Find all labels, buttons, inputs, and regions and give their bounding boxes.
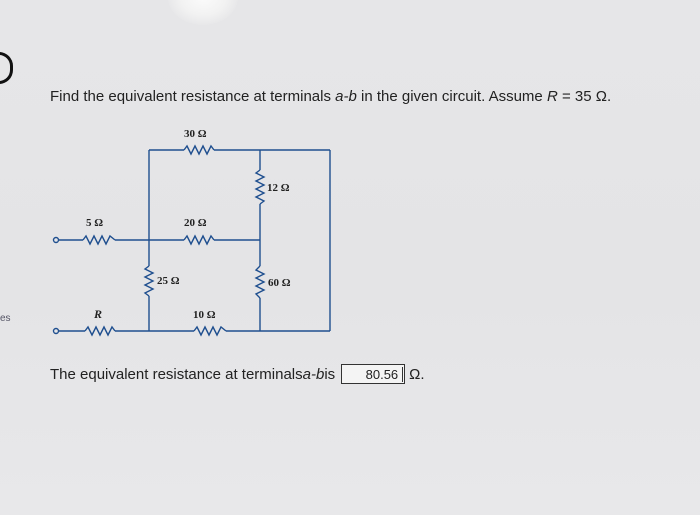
resistor-20	[184, 236, 214, 244]
label-10-ohm: 10 Ω	[193, 309, 216, 321]
label-12-ohm: 12 Ω	[267, 182, 290, 194]
question-terminals: a-b	[335, 88, 357, 105]
resistor-R	[85, 327, 115, 335]
question-prefix: Find the equivalent resistance at terminals	[50, 88, 336, 105]
answer-terminals: a-b	[302, 365, 325, 383]
question-middle: in the given circuit. Assume	[356, 88, 547, 105]
answer-is: is	[324, 365, 336, 383]
question-var: R	[546, 88, 558, 105]
resistor-25	[145, 266, 153, 296]
resistor-30	[184, 146, 214, 154]
answer-value: 80.56	[365, 367, 399, 382]
label-25-ohm: 25 Ω	[157, 275, 180, 287]
answer-input[interactable]	[341, 364, 405, 384]
question-suffix: = 35 Ω.	[557, 88, 612, 105]
label-20-ohm: 20 Ω	[184, 217, 207, 229]
resistor-5	[83, 236, 115, 244]
terminal-a	[54, 238, 59, 243]
answer-unit: Ω.	[409, 365, 425, 383]
answer-prefix: The equivalent resistance at terminals	[50, 365, 303, 383]
resistor-12	[256, 170, 264, 204]
resistor-60	[256, 266, 264, 298]
label-5-ohm: 5 Ω	[86, 217, 104, 229]
label-60-ohm: 60 Ω	[268, 277, 291, 289]
label-30-ohm: 30 Ω	[184, 128, 207, 140]
terminal-b	[54, 329, 59, 334]
text-cursor	[402, 367, 403, 382]
label-R: R	[94, 307, 103, 321]
resistor-10	[194, 327, 226, 335]
answer-line	[50, 364, 425, 384]
edge-cropped-text: es	[0, 313, 11, 324]
